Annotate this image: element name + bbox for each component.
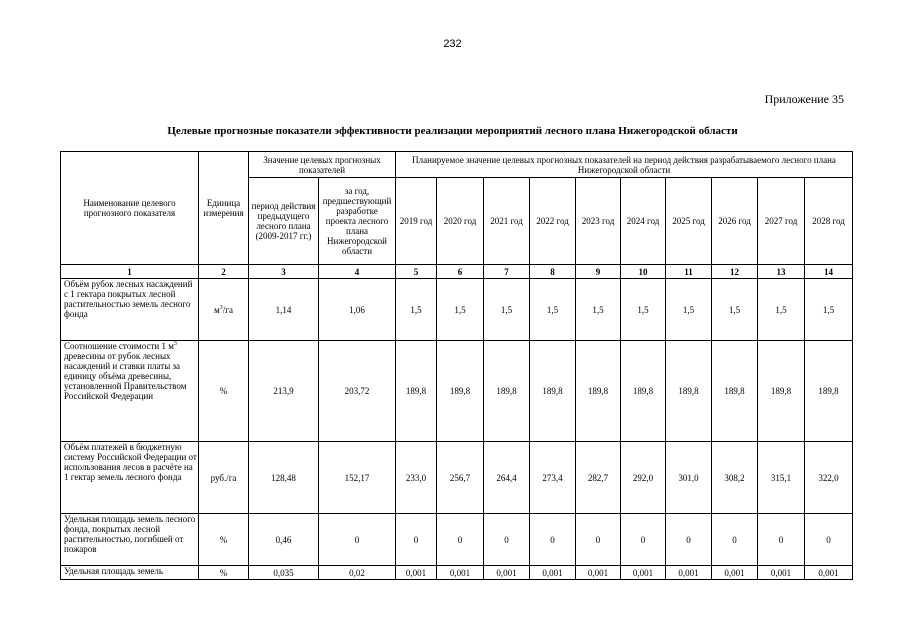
page-number: 232 (443, 38, 462, 50)
value-cell: 0 (319, 514, 396, 566)
value-cell: 0,001 (712, 566, 758, 580)
value-cell: 264,4 (484, 442, 530, 514)
column-number: 2 (199, 265, 249, 279)
header-year: 2021 год (484, 178, 530, 265)
value-cell: 189,8 (805, 341, 853, 442)
indicator-name: Удельная площадь земель (61, 566, 199, 580)
header-year: 2026 год (712, 178, 758, 265)
value-cell: 308,2 (712, 442, 758, 514)
column-number: 6 (437, 265, 484, 279)
value-cell: 1,5 (484, 279, 530, 341)
header-previous-period: период действия предыдущего лесного плана (2009-2017 гг.) (249, 178, 319, 265)
value-cell: 1,5 (530, 279, 576, 341)
table-row (61, 442, 853, 514)
column-number: 4 (319, 265, 396, 279)
value-cell: 273,4 (530, 442, 576, 514)
header-year: 2019 год (396, 178, 437, 265)
value-cell: 1,5 (805, 279, 853, 341)
value-cell: 189,8 (621, 341, 666, 442)
value-cell: 128,48 (249, 442, 319, 514)
table-row (61, 566, 853, 580)
value-cell: 0 (621, 514, 666, 566)
header-year-before: за год, предшествующий разработке проекта лесного плана Нижегородской области (319, 178, 396, 265)
header-unit: Единица измерения (199, 152, 249, 265)
value-cell: 0 (758, 514, 805, 566)
header-year: 2027 год (758, 178, 805, 265)
value-cell: 322,0 (805, 442, 853, 514)
value-cell: 0,46 (249, 514, 319, 566)
indicator-unit: руб./га (199, 442, 249, 514)
value-cell: 0 (666, 514, 712, 566)
header-year: 2022 год (530, 178, 576, 265)
header-planned-group: Планируемое значение целевых прогнозных показателей на период действия разрабатываемого лесного плана Нижегородской области (396, 152, 853, 178)
value-cell: 0 (805, 514, 853, 566)
value-cell: 1,5 (576, 279, 621, 341)
indicator-name: Удельная площадь земель лесного фонда, покрытых лесной растительностью, погибшей от пожаров (61, 514, 199, 566)
value-cell: 0,001 (437, 566, 484, 580)
value-cell: 1,5 (396, 279, 437, 341)
value-cell: 0,001 (621, 566, 666, 580)
value-cell: 189,8 (576, 341, 621, 442)
value-cell: 189,8 (396, 341, 437, 442)
indicator-unit: $м^3/га$ (199, 279, 249, 341)
value-cell: 0,02 (319, 566, 396, 580)
column-number: 11 (666, 265, 712, 279)
value-cell: 0,001 (484, 566, 530, 580)
value-cell: 0 (576, 514, 621, 566)
indicators-table (60, 151, 853, 580)
indicator-unit: % (199, 341, 249, 442)
value-cell: 203,72 (319, 341, 396, 442)
value-cell: 0,001 (396, 566, 437, 580)
column-number: 8 (530, 265, 576, 279)
value-cell: 292,0 (621, 442, 666, 514)
column-number: 5 (396, 265, 437, 279)
value-cell: 0,001 (666, 566, 712, 580)
indicator-unit: % (199, 514, 249, 566)
appendix-label: Приложение 35 (764, 92, 844, 106)
column-number: 12 (712, 265, 758, 279)
table-row (61, 279, 853, 341)
column-number: 3 (249, 265, 319, 279)
value-cell: 282,7 (576, 442, 621, 514)
indicator-name: Соотношение стоимости 1 $м^3$ древесины от рубок лесных насаждений и ставки платы за единицу объёма древесины, установленной Правительством Российской Федерации (61, 341, 199, 442)
value-cell: 189,8 (484, 341, 530, 442)
value-cell: 1,5 (758, 279, 805, 341)
value-cell: 189,8 (758, 341, 805, 442)
header-year: 2024 год (621, 178, 666, 265)
column-number: 10 (621, 265, 666, 279)
value-cell: 0,001 (576, 566, 621, 580)
header-values-group: Значение целевых прогнозных показателей (249, 152, 396, 178)
value-cell: 0 (712, 514, 758, 566)
value-cell: 1,14 (249, 279, 319, 341)
column-number: 9 (576, 265, 621, 279)
value-cell: 0,035 (249, 566, 319, 580)
column-number: 14 (805, 265, 853, 279)
table-row (61, 341, 853, 442)
header-year: 2028 год (805, 178, 853, 265)
value-cell: 315,1 (758, 442, 805, 514)
value-cell: 152,17 (319, 442, 396, 514)
value-cell: 1,5 (666, 279, 712, 341)
header-indicator-name: Наименование целевого прогнозного показателя (61, 152, 199, 265)
header-row-1 (61, 152, 853, 178)
indicator-name: Объём платежей в бюджетную систему Российской Федерации от использования лесов в расчёте на 1 гектар земель лесного фонда (61, 442, 199, 514)
header-year: 2020 год (437, 178, 484, 265)
value-cell: 189,8 (437, 341, 484, 442)
value-cell: 213,9 (249, 341, 319, 442)
header-year: 2023 год (576, 178, 621, 265)
table-row (61, 514, 853, 566)
value-cell: 189,8 (666, 341, 712, 442)
document-title: Целевые прогнозные показатели эффективности реализации мероприятий лесного плана Нижегородской области (167, 125, 738, 137)
value-cell: 301,0 (666, 442, 712, 514)
value-cell: 0,001 (530, 566, 576, 580)
indicator-name: Объём рубок лесных насаждений с 1 гектара покрытых лесной растительностью земель лесного фонда (61, 279, 199, 341)
value-cell: 256,7 (437, 442, 484, 514)
indicator-unit: % (199, 566, 249, 580)
value-cell: 189,8 (530, 341, 576, 442)
column-number: 13 (758, 265, 805, 279)
column-number: 1 (61, 265, 199, 279)
value-cell: 1,5 (621, 279, 666, 341)
value-cell: 0 (437, 514, 484, 566)
value-cell: 0,001 (758, 566, 805, 580)
header-year: 2025 год (666, 178, 712, 265)
value-cell: 0,001 (805, 566, 853, 580)
value-cell: 233,0 (396, 442, 437, 514)
value-cell: 1,5 (712, 279, 758, 341)
value-cell: 1,5 (437, 279, 484, 341)
value-cell: 1,06 (319, 279, 396, 341)
column-numbers-row (61, 265, 853, 279)
value-cell: 189,8 (712, 341, 758, 442)
value-cell: 0 (530, 514, 576, 566)
column-number: 7 (484, 265, 530, 279)
value-cell: 0 (484, 514, 530, 566)
value-cell: 0 (396, 514, 437, 566)
